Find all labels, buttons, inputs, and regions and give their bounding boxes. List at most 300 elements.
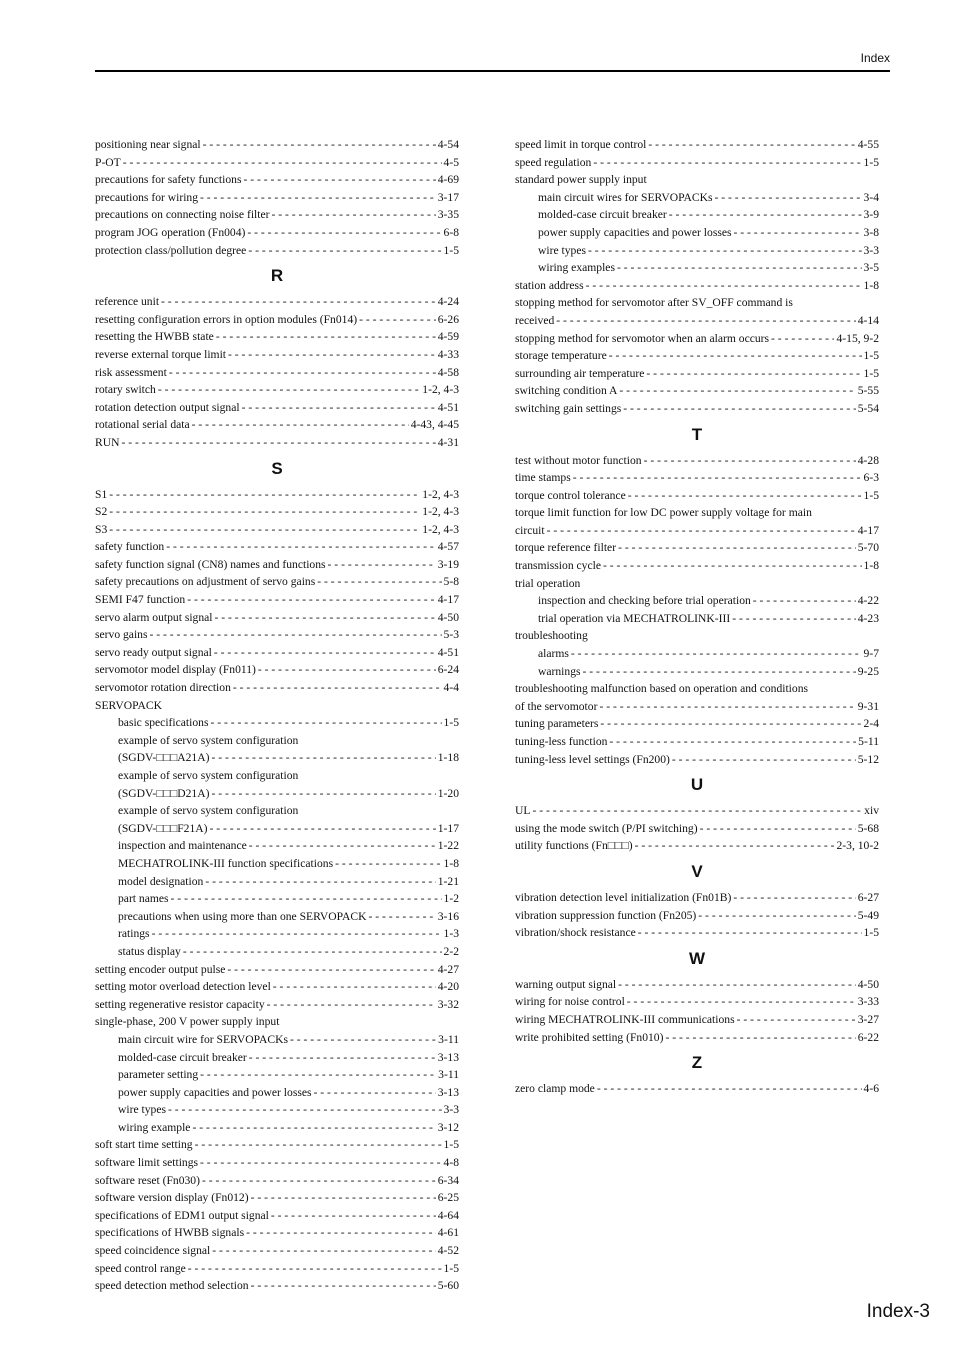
entry-page-ref: 1-2, 4-3 — [422, 505, 459, 519]
dot-leader — [109, 486, 420, 504]
index-subentry — [515, 259, 879, 277]
dot-leader — [359, 311, 436, 329]
entry-label: risk assessment — [95, 365, 167, 379]
entry-page-ref: 2-2 — [443, 944, 459, 958]
entry-label: precautions on connecting noise filter — [95, 208, 270, 222]
entry-label: switching condition A — [515, 384, 618, 398]
index-entry — [515, 312, 879, 330]
index-subentry — [95, 1049, 459, 1067]
index-subentry — [515, 610, 879, 628]
entry-page-ref: 1-5 — [863, 349, 879, 363]
dot-leader — [623, 400, 855, 418]
entry-label: model designation — [118, 874, 204, 888]
entry-page-ref: 3-11 — [438, 1068, 459, 1082]
entry-page-ref: 3-32 — [437, 997, 459, 1011]
entry-label: software limit settings — [95, 1156, 199, 1170]
entry-page-ref: 4-27 — [437, 962, 459, 976]
entry-label: torque control tolerance — [515, 488, 626, 502]
entry-page-ref: 5-70 — [857, 541, 879, 555]
entry-page-ref: 6-24 — [437, 663, 459, 677]
entry-page-ref: 1-2, 4-3 — [422, 487, 459, 501]
index-subentry — [515, 663, 879, 681]
index-letter-heading: W — [688, 948, 706, 968]
entry-page-ref: 9-25 — [857, 664, 879, 678]
dot-leader — [588, 242, 862, 260]
dot-leader — [215, 609, 436, 627]
dot-leader — [314, 1084, 436, 1102]
entry-label: precautions for safety functions — [95, 173, 242, 187]
entry-label: protection class/pollution degree — [95, 243, 247, 257]
entry-page-ref: 4-55 — [857, 138, 879, 151]
dot-leader — [609, 733, 856, 751]
index-entry — [95, 626, 459, 644]
dot-leader — [251, 1189, 436, 1207]
dot-leader — [251, 1277, 436, 1295]
entry-label: safety function signal (CN8) names and functions — [95, 557, 326, 571]
dot-leader — [618, 539, 856, 557]
index-subentry — [95, 890, 459, 908]
entry-page-ref: 3-3 — [863, 243, 879, 257]
entry-label: alarms — [538, 647, 569, 661]
index-entry — [95, 154, 459, 172]
index-entry — [95, 136, 459, 154]
index-entry — [515, 1011, 879, 1029]
index-entry — [515, 365, 879, 383]
dot-leader — [169, 364, 436, 382]
entry-page-ref: 4-14 — [857, 313, 879, 327]
dot-leader — [737, 1011, 856, 1029]
index-entry — [95, 679, 459, 697]
dot-leader — [700, 820, 856, 838]
index-entry — [95, 1260, 459, 1278]
index-entry — [95, 1154, 459, 1172]
dot-leader — [547, 522, 856, 540]
index-entry — [95, 171, 459, 189]
dot-leader — [732, 610, 856, 628]
dot-leader — [271, 1207, 436, 1225]
dot-leader — [200, 189, 436, 207]
dot-leader — [152, 925, 442, 943]
dot-leader — [187, 591, 436, 609]
dot-leader — [532, 802, 862, 820]
dot-leader — [121, 434, 435, 452]
dot-leader — [258, 661, 436, 679]
entry-label: servomotor rotation direction — [95, 681, 231, 695]
dot-leader — [249, 1049, 436, 1067]
dot-leader — [644, 452, 856, 470]
entry-label: resetting configuration errors in option modules (Fn014) — [95, 312, 358, 326]
entry-label: torque limit function for low DC power supply voltage for main — [515, 506, 812, 520]
entry-page-ref: 4-24 — [437, 295, 459, 309]
entry-label: zero clamp mode — [515, 1082, 595, 1096]
entry-label: trial operation — [515, 576, 581, 590]
index-entry — [515, 698, 879, 716]
entry-label: servo gains — [95, 628, 148, 642]
entry-page-ref: 3-27 — [857, 1012, 879, 1026]
entry-page-ref: 1-21 — [437, 874, 459, 888]
dot-leader — [210, 714, 441, 732]
entry-page-ref: 1-5 — [863, 366, 879, 380]
entry-label: wiring example — [118, 1120, 191, 1134]
entry-page-ref: 4-17 — [437, 593, 459, 607]
entry-label: example of servo system configuration — [118, 804, 299, 818]
index-entry — [515, 136, 879, 154]
entry-page-ref: 4-51 — [437, 400, 459, 414]
index-entry — [515, 1080, 879, 1098]
dot-leader — [227, 961, 435, 979]
entry-label: troubleshooting — [515, 629, 588, 643]
entry-label: molded-case circuit breaker — [538, 208, 667, 222]
entry-label: switching gain settings — [515, 401, 622, 415]
entry-page-ref: 3-12 — [437, 1120, 459, 1134]
entry-page-ref: 5-68 — [857, 821, 879, 835]
entry-page-ref: 5-55 — [857, 384, 879, 398]
dot-leader — [214, 644, 436, 662]
index-entry — [95, 591, 459, 609]
index-entry — [515, 993, 879, 1011]
dot-leader — [109, 521, 420, 539]
index-entry — [95, 961, 459, 979]
dot-leader — [200, 1066, 436, 1084]
index-subentry — [95, 1066, 459, 1084]
entry-page-ref: 3-13 — [437, 1085, 459, 1099]
dot-leader — [123, 154, 442, 172]
entry-label: station address — [515, 278, 584, 292]
entry-label: rotary switch — [95, 383, 156, 397]
index-entry — [95, 206, 459, 224]
entry-label: SEMI F47 function — [95, 593, 186, 607]
entry-page-ref: 1-5 — [863, 488, 879, 502]
dot-leader — [273, 978, 436, 996]
dot-leader — [597, 1080, 862, 1098]
entry-page-ref: 3-13 — [437, 1050, 459, 1064]
entry-page-ref: 3-11 — [438, 1032, 459, 1046]
dot-leader — [248, 242, 441, 260]
entry-page-ref: 4-57 — [437, 540, 459, 554]
dot-leader — [202, 1172, 436, 1190]
index-entry — [515, 837, 879, 855]
dot-leader — [195, 1136, 442, 1154]
entry-page-ref: 1-22 — [437, 839, 459, 853]
entry-page-ref: 4-28 — [857, 453, 879, 467]
entry-label: speed control range — [95, 1261, 186, 1275]
index-entry — [95, 293, 459, 311]
index-entry — [95, 644, 459, 662]
entry-page-ref: 6-22 — [857, 1030, 879, 1044]
entry-label: circuit — [515, 523, 545, 537]
index-entry — [515, 469, 879, 487]
entry-page-ref: 1-20 — [437, 786, 459, 800]
index-entry — [95, 996, 459, 1014]
entry-label: MECHATROLINK-III function specifications — [118, 856, 334, 870]
entry-page-ref: 1-2, 4-3 — [422, 383, 459, 397]
entry-page-ref: 1-5 — [443, 716, 459, 730]
index-entry — [95, 486, 459, 504]
dot-leader — [212, 1242, 435, 1260]
entry-label: wiring for noise control — [515, 995, 625, 1009]
header-title: Index — [860, 51, 890, 65]
index-subentry — [95, 1119, 459, 1137]
entry-label: positioning near signal — [95, 138, 201, 151]
entry-label: of the servomotor — [515, 699, 598, 713]
entry-label: soft start time setting — [95, 1138, 193, 1152]
dot-leader — [211, 785, 435, 803]
dot-leader — [192, 1119, 435, 1137]
dot-leader — [771, 330, 834, 348]
index-subentry — [95, 767, 459, 785]
dot-leader — [635, 837, 835, 855]
entry-page-ref: 4-5 — [443, 155, 459, 169]
entry-label: speed coincidence signal — [95, 1244, 211, 1258]
dot-leader — [211, 749, 435, 767]
dot-leader — [166, 538, 436, 556]
dot-leader — [646, 365, 861, 383]
entry-label: ratings — [118, 927, 150, 941]
dot-leader — [205, 873, 435, 891]
entry-page-ref: 3-19 — [437, 557, 459, 571]
index-entry — [95, 416, 459, 434]
dot-leader — [733, 889, 855, 907]
dot-leader — [210, 820, 436, 838]
entry-page-ref: 1-17 — [437, 821, 459, 835]
index-subentry — [95, 1031, 459, 1049]
index-letter-heading: S — [271, 458, 283, 478]
entry-page-ref: 4-31 — [437, 435, 459, 449]
entry-page-ref: 5-11 — [858, 735, 879, 748]
index-subentry — [95, 1084, 459, 1102]
entry-label: reverse external torque limit — [95, 347, 227, 361]
dot-leader — [573, 469, 862, 487]
index-entry — [95, 328, 459, 346]
entry-page-ref: 4-59 — [437, 330, 459, 344]
entry-label: specifications of EDM1 output signal — [95, 1208, 269, 1222]
index-entry — [515, 277, 879, 295]
index-entry — [95, 224, 459, 242]
entry-page-ref: 6-3 — [863, 471, 879, 485]
entry-label: power supply capacities and power losses — [538, 225, 732, 239]
dot-leader — [586, 277, 862, 295]
entry-page-ref: 4-15, 9-2 — [836, 331, 879, 345]
index-entry — [95, 1172, 459, 1190]
dot-leader — [228, 346, 436, 364]
entry-label: received — [515, 313, 555, 327]
entry-page-ref: 1-5 — [443, 243, 459, 257]
entry-page-ref: 1-2 — [443, 892, 459, 906]
entry-label: torque reference filter — [515, 541, 617, 555]
entry-label: test without motor function — [515, 453, 642, 467]
entry-label: setting regenerative resistor capacity — [95, 997, 265, 1011]
entry-label: main circuit wires for SERVOPACKs — [538, 190, 713, 204]
index-subentry — [95, 855, 459, 873]
dot-leader — [638, 924, 862, 942]
dot-leader — [571, 645, 862, 663]
entry-page-ref: 6-25 — [437, 1191, 459, 1205]
entry-page-ref: 2-4 — [863, 717, 879, 731]
dot-leader — [188, 1260, 442, 1278]
entry-page-ref: 5-49 — [857, 908, 879, 922]
index-entry — [95, 556, 459, 574]
entry-page-ref: 3-4 — [863, 190, 879, 204]
entry-page-ref: 5-3 — [443, 628, 459, 642]
index-entry — [95, 538, 459, 556]
entry-label: molded-case circuit breaker — [118, 1050, 247, 1064]
entry-label: servo alarm output signal — [95, 610, 213, 624]
index-subentry — [95, 732, 459, 750]
index-entry — [515, 557, 879, 575]
index-entry — [515, 452, 879, 470]
entry-label: program JOG operation (Fn004) — [95, 225, 246, 239]
index-letter-heading: T — [691, 424, 703, 444]
index-entry — [515, 715, 879, 733]
entry-label: specifications of HWBB signals — [95, 1226, 245, 1240]
entry-page-ref: 9-31 — [857, 699, 879, 713]
index-entry — [95, 434, 459, 452]
entry-label: S3 — [95, 522, 108, 536]
entry-page-ref: 6-34 — [437, 1173, 459, 1187]
index-entry — [95, 311, 459, 329]
entry-page-ref: 4-22 — [857, 594, 879, 608]
entry-page-ref: 1-5 — [443, 1138, 459, 1152]
index-entry — [515, 820, 879, 838]
index-entry — [515, 347, 879, 365]
entry-page-ref: 4-8 — [443, 1156, 459, 1170]
entry-page-ref: 4-64 — [437, 1208, 459, 1222]
entry-page-ref: 4-50 — [437, 610, 459, 624]
index-letter-heading: U — [690, 775, 704, 795]
dot-leader — [233, 679, 442, 697]
dot-leader — [617, 259, 862, 277]
dot-leader — [158, 381, 420, 399]
index-subentry — [515, 242, 879, 260]
entry-label: safety function — [95, 540, 165, 554]
entry-label: (SGDV-□□□A21A) — [118, 751, 210, 765]
index-entry — [515, 924, 879, 942]
index-entry — [95, 242, 459, 260]
index-entry — [515, 733, 879, 751]
entry-label: resetting the HWBB state — [95, 330, 214, 344]
entry-label: P-OT — [95, 155, 121, 169]
entry-page-ref: 3-35 — [437, 208, 459, 222]
dot-leader — [247, 224, 441, 242]
entry-page-ref: 3-3 — [443, 1103, 459, 1117]
entry-label: software version display (Fn012) — [95, 1191, 249, 1205]
index-entry — [515, 294, 879, 312]
entry-page-ref: 4-4 — [443, 681, 459, 695]
entry-label: power supply capacities and power losses — [118, 1085, 312, 1099]
index-entry — [95, 503, 459, 521]
index-entry — [515, 976, 879, 994]
dot-leader — [603, 557, 862, 575]
index-entry — [515, 627, 879, 645]
dot-leader — [669, 206, 862, 224]
index-entry — [515, 382, 879, 400]
entry-page-ref: 6-27 — [857, 890, 879, 904]
dot-leader — [714, 189, 861, 207]
dot-leader — [149, 626, 441, 644]
entry-page-ref: 4-50 — [857, 977, 879, 991]
entry-label: wire types — [538, 243, 586, 257]
entry-page-ref: 4-23 — [857, 611, 879, 625]
entry-label: example of servo system configuration — [118, 733, 299, 747]
entry-page-ref: 1-5 — [863, 155, 879, 169]
index-subentry — [95, 802, 459, 820]
entry-label: tuning parameters — [515, 717, 599, 731]
index-subentry — [95, 908, 459, 926]
dot-leader — [249, 837, 436, 855]
index-letter-heading: R — [270, 266, 284, 286]
index-subentry — [95, 873, 459, 891]
entry-page-ref: 4-33 — [437, 347, 459, 361]
dot-leader — [246, 1224, 436, 1242]
dot-leader — [648, 136, 855, 154]
entry-label: speed regulation — [515, 155, 592, 169]
entry-label: speed limit in torque control — [515, 138, 647, 151]
entry-label: setting encoder output pulse — [95, 962, 226, 976]
entry-label: reference unit — [95, 295, 160, 309]
index-entry — [515, 539, 879, 557]
entry-page-ref: 1-2, 4-3 — [422, 522, 459, 536]
dot-leader — [556, 312, 855, 330]
index-entry — [95, 1189, 459, 1207]
dot-leader — [628, 487, 862, 505]
index-entry — [515, 575, 879, 593]
dot-leader — [272, 206, 436, 224]
dot-leader — [619, 382, 855, 400]
entry-page-ref: 5-60 — [437, 1279, 459, 1293]
entry-label: wiring MECHATROLINK-III communications — [515, 1012, 735, 1026]
entry-label: vibration suppression function (Fn205) — [515, 908, 697, 922]
index-entry — [95, 1277, 459, 1295]
entry-label: warning output signal — [515, 977, 617, 991]
entry-label: write prohibited setting (Fn010) — [515, 1030, 664, 1044]
dot-leader — [161, 293, 436, 311]
page-header — [95, 50, 890, 72]
dot-leader — [109, 503, 420, 521]
index-entry — [95, 1224, 459, 1242]
index-entry — [95, 573, 459, 591]
entry-label: status display — [118, 944, 181, 958]
index-entry — [95, 381, 459, 399]
dot-leader — [242, 399, 436, 417]
entry-page-ref: 4-6 — [863, 1082, 879, 1096]
dot-leader — [593, 154, 861, 172]
entry-label: (SGDV-□□□F21A) — [118, 821, 208, 835]
index-subentry — [95, 925, 459, 943]
entry-label: setting motor overload detection level — [95, 980, 271, 994]
dot-leader — [734, 224, 862, 242]
entry-page-ref: 4-54 — [437, 138, 459, 151]
dot-leader — [216, 328, 436, 346]
entry-page-ref: 1-18 — [437, 751, 459, 765]
entry-page-ref: 5-54 — [857, 401, 879, 415]
index-subentry — [515, 645, 879, 663]
dot-leader — [200, 1154, 441, 1172]
entry-page-ref: 3-33 — [857, 995, 879, 1009]
index-entry — [515, 400, 879, 418]
index-entry — [515, 1029, 879, 1047]
entry-page-ref: 6-8 — [443, 225, 459, 239]
entry-page-ref: 5-8 — [443, 575, 459, 589]
index-entry — [515, 330, 879, 348]
index-entry — [515, 154, 879, 172]
index-entry — [95, 1242, 459, 1260]
entry-page-ref: 1-5 — [443, 1261, 459, 1275]
index-entry — [515, 522, 879, 540]
entry-label: (SGDV-□□□D21A) — [118, 786, 210, 800]
index-entry — [515, 171, 879, 189]
dot-leader — [627, 993, 856, 1011]
entry-label: wiring examples — [538, 261, 615, 275]
